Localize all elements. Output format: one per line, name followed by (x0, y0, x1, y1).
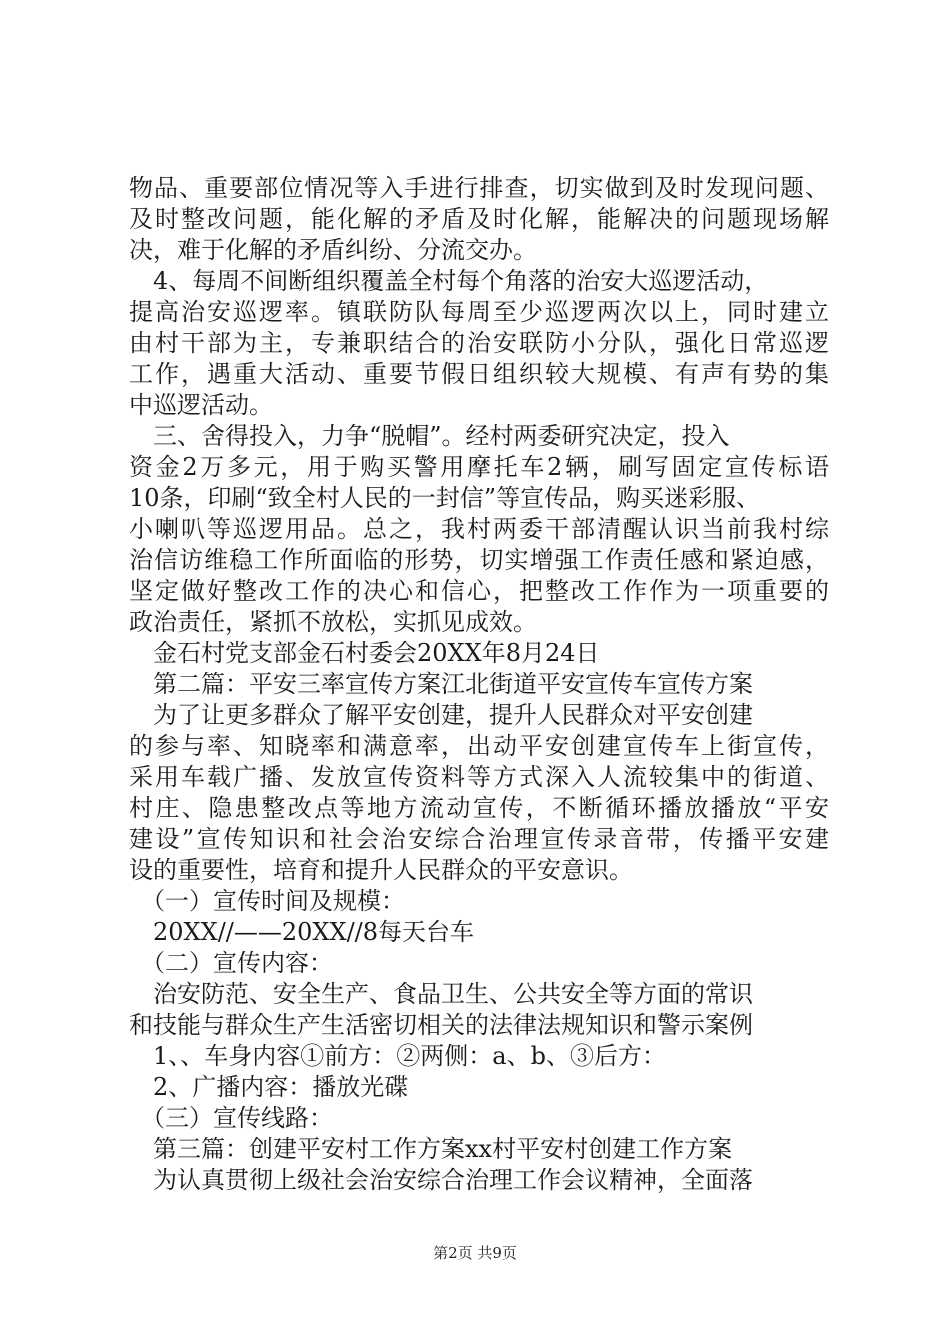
text-line: 工作，遇重大活动、重要节假日组织较大规模、有声有势的集 (129, 360, 829, 388)
text-line: 决，难于化解的矛盾纠纷、分流交办。 (129, 236, 537, 264)
text-line: 资金2万多元，用于购买警用摩托车2辆，刷写固定宣传标语 (129, 453, 829, 481)
text-line: 小喇叭等巡逻用品。总之，我村两委干部清醒认识当前我村综 (129, 515, 829, 543)
text-line: 提高治安巡逻率。镇联防队每周至少巡逻两次以上，同时建立 (129, 298, 829, 326)
text-line: 坚定做好整改工作的决心和信心，把整改工作作为一项重要的 (129, 577, 829, 605)
text-line: 和技能与群众生产生活密切相关的法律法规知识和警示案例 (129, 1011, 753, 1039)
text-line: 设的重要性，培育和提升人民群众的平安意识。 (129, 856, 633, 884)
subheading: （三）宣传线路： (129, 1104, 333, 1132)
subheading: （一）宣传时间及规模： (129, 887, 405, 915)
text-line: 村庄、隐患整改点等地方流动宣传，不断循环播放播放“平安 (129, 794, 829, 822)
text-line: 2、广播内容：播放光碟 (129, 1073, 409, 1101)
text-line: 物品、重要部位情况等入手进行排查，切实做到及时发现问题、 (129, 174, 829, 202)
signature-line: 金石村党支部金石村委会20XX年8月24日 (129, 639, 600, 667)
text-line: 三、舍得投入，力争“脱帽”。经村两委研究决定，投入 (129, 422, 730, 450)
page-footer (0, 1243, 950, 1263)
text-line: 1、、车身内容①前方：②两侧：a、b、③后方： (129, 1042, 666, 1070)
text-line: 为了让更多群众了解平安创建，提升人民群众对平安创建 (129, 701, 753, 729)
text-line: 中巡逻活动。 (129, 391, 273, 419)
section-heading: 第二篇：平安三率宣传方案江北街道平安宣传车宣传方案 (129, 670, 753, 698)
text-line: 的参与率、知晓率和满意率，出动平安创建宣传车上街宣传， (129, 732, 829, 760)
text-line: 建设”宣传知识和社会治安综合治理宣传录音带，传播平安建 (129, 825, 829, 853)
section-heading: 第三篇：创建平安村工作方案xx村平安村创建工作方案 (129, 1135, 733, 1163)
text-line: 采用车载广播、发放宣传资料等方式深入人流较集中的街道、 (129, 763, 829, 791)
text-line: 为认真贯彻上级社会治安综合治理工作会议精神，全面落 (129, 1166, 753, 1194)
text-line: 10条，印刷“致全村人民的一封信”等宣传品，购买迷彩服、 (129, 484, 761, 512)
subheading: （二）宣传内容： (129, 949, 333, 977)
page-number: 第2页 共9页 (433, 1244, 517, 1262)
text-line: 及时整改问题，能化解的矛盾及时化解，能解决的问题现场解 (129, 205, 829, 233)
text-line: 治安防范、安全生产、食品卫生、公共安全等方面的常识 (129, 980, 753, 1008)
text-line: 20XX//——20XX//8每天台车 (129, 918, 475, 946)
text-line: 4、每周不间断组织覆盖全村每个角落的治安大巡逻活动， (129, 267, 769, 295)
text-line: 治信访维稳工作所面临的形势，切实增强工作责任感和紧迫感， (129, 546, 829, 574)
text-line: 由村干部为主，专兼职结合的治安联防小分队，强化日常巡逻 (129, 329, 829, 357)
text-line: 政治责任，紧抓不放松，实抓见成效。 (129, 608, 537, 636)
